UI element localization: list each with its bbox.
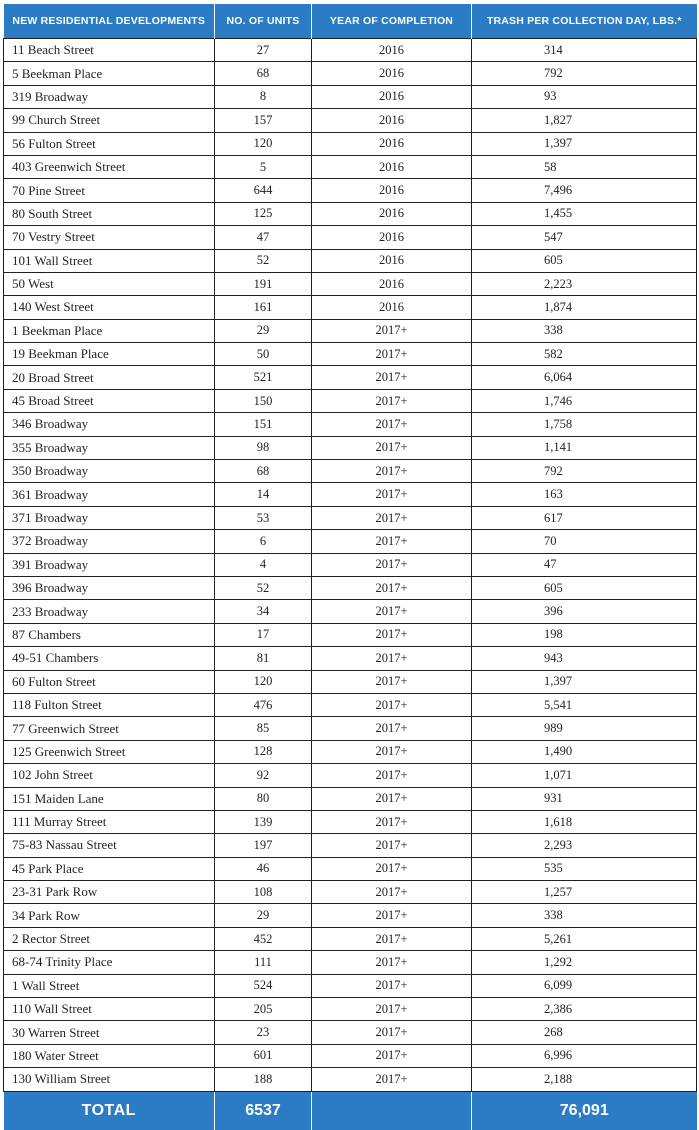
cell-year: 2017+ — [312, 740, 472, 763]
cell-year: 2017+ — [312, 1068, 472, 1091]
total-units: 6537 — [215, 1091, 312, 1130]
cell-trash: 58 — [472, 155, 697, 178]
total-trash: 76,091 — [472, 1091, 697, 1130]
cell-units: 52 — [215, 576, 312, 599]
cell-trash: 396 — [472, 600, 697, 623]
cell-trash: 163 — [472, 483, 697, 506]
table-header — [4, 4, 697, 39]
cell-trash: 6,099 — [472, 974, 697, 997]
table-row — [4, 62, 697, 85]
header-row — [4, 4, 697, 39]
cell-trash: 93 — [472, 85, 697, 108]
cell-development: 23-31 Park Row — [4, 881, 215, 904]
cell-units: 205 — [215, 998, 312, 1021]
cell-year: 2017+ — [312, 343, 472, 366]
cell-development: 87 Chambers — [4, 623, 215, 646]
cell-units: 34 — [215, 600, 312, 623]
cell-year: 2016 — [312, 39, 472, 62]
cell-units: 139 — [215, 810, 312, 833]
cell-development: 151 Maiden Lane — [4, 787, 215, 810]
cell-units: 23 — [215, 1021, 312, 1044]
cell-year: 2017+ — [312, 366, 472, 389]
cell-units: 29 — [215, 904, 312, 927]
new-residential-developments-table — [3, 4, 697, 1130]
cell-trash: 582 — [472, 343, 697, 366]
cell-trash: 1,874 — [472, 296, 697, 319]
cell-year: 2017+ — [312, 647, 472, 670]
table-row — [4, 623, 697, 646]
cell-development: 233 Broadway — [4, 600, 215, 623]
cell-trash: 338 — [472, 904, 697, 927]
cell-units: 188 — [215, 1068, 312, 1091]
cell-development: 102 John Street — [4, 764, 215, 787]
cell-year: 2017+ — [312, 319, 472, 342]
table-row — [4, 904, 697, 927]
table-row — [4, 787, 697, 810]
cell-development: 45 Park Place — [4, 857, 215, 880]
cell-trash: 989 — [472, 717, 697, 740]
cell-year: 2017+ — [312, 623, 472, 646]
cell-trash: 2,188 — [472, 1068, 697, 1091]
cell-trash: 617 — [472, 506, 697, 529]
cell-units: 524 — [215, 974, 312, 997]
cell-development: 49-51 Chambers — [4, 647, 215, 670]
table-body — [4, 39, 697, 1092]
table-row — [4, 1044, 697, 1067]
cell-trash: 5,261 — [472, 927, 697, 950]
cell-trash: 2,293 — [472, 834, 697, 857]
cell-trash: 314 — [472, 39, 697, 62]
table-row — [4, 179, 697, 202]
cell-development: 403 Greenwich Street — [4, 155, 215, 178]
cell-trash: 1,618 — [472, 810, 697, 833]
cell-development: 118 Fulton Street — [4, 693, 215, 716]
cell-trash: 605 — [472, 576, 697, 599]
cell-year: 2017+ — [312, 436, 472, 459]
cell-year: 2017+ — [312, 717, 472, 740]
cell-development: 75-83 Nassau Street — [4, 834, 215, 857]
table-row — [4, 810, 697, 833]
cell-units: 85 — [215, 717, 312, 740]
table-row — [4, 740, 697, 763]
cell-trash: 931 — [472, 787, 697, 810]
cell-development: 346 Broadway — [4, 413, 215, 436]
cell-development: 372 Broadway — [4, 530, 215, 553]
cell-development: 101 Wall Street — [4, 249, 215, 272]
table-footer — [4, 1091, 697, 1130]
cell-development: 11 Beach Street — [4, 39, 215, 62]
table-row — [4, 202, 697, 225]
cell-units: 601 — [215, 1044, 312, 1067]
cell-units: 81 — [215, 647, 312, 670]
cell-units: 125 — [215, 202, 312, 225]
table-row — [4, 296, 697, 319]
table-row — [4, 413, 697, 436]
cell-development: 110 Wall Street — [4, 998, 215, 1021]
cell-year: 2017+ — [312, 389, 472, 412]
cell-year: 2017+ — [312, 530, 472, 553]
cell-year: 2016 — [312, 109, 472, 132]
table-row — [4, 834, 697, 857]
table-row — [4, 319, 697, 342]
cell-units: 52 — [215, 249, 312, 272]
table-row — [4, 389, 697, 412]
cell-units: 6 — [215, 530, 312, 553]
cell-units: 157 — [215, 109, 312, 132]
cell-units: 452 — [215, 927, 312, 950]
cell-development: 99 Church Street — [4, 109, 215, 132]
cell-year: 2017+ — [312, 810, 472, 833]
cell-units: 161 — [215, 296, 312, 319]
table-row — [4, 881, 697, 904]
cell-trash: 70 — [472, 530, 697, 553]
cell-year: 2017+ — [312, 998, 472, 1021]
table-row — [4, 1068, 697, 1091]
cell-year: 2017+ — [312, 834, 472, 857]
table-row — [4, 974, 697, 997]
cell-year: 2016 — [312, 155, 472, 178]
cell-units: 14 — [215, 483, 312, 506]
cell-trash: 792 — [472, 460, 697, 483]
cell-year: 2017+ — [312, 904, 472, 927]
cell-trash: 2,386 — [472, 998, 697, 1021]
cell-trash: 1,397 — [472, 670, 697, 693]
cell-year: 2016 — [312, 249, 472, 272]
cell-trash: 1,746 — [472, 389, 697, 412]
cell-year: 2016 — [312, 202, 472, 225]
cell-development: 77 Greenwich Street — [4, 717, 215, 740]
table-row — [4, 155, 697, 178]
cell-year: 2017+ — [312, 670, 472, 693]
cell-trash: 535 — [472, 857, 697, 880]
cell-units: 521 — [215, 366, 312, 389]
cell-trash: 1,455 — [472, 202, 697, 225]
cell-units: 150 — [215, 389, 312, 412]
cell-trash: 1,257 — [472, 881, 697, 904]
cell-year: 2017+ — [312, 413, 472, 436]
cell-year: 2017+ — [312, 764, 472, 787]
cell-development: 34 Park Row — [4, 904, 215, 927]
cell-units: 151 — [215, 413, 312, 436]
cell-trash: 2,223 — [472, 272, 697, 295]
cell-year: 2017+ — [312, 600, 472, 623]
cell-year: 2016 — [312, 179, 472, 202]
table-row — [4, 39, 697, 62]
table-row — [4, 764, 697, 787]
cell-year: 2017+ — [312, 881, 472, 904]
cell-year: 2017+ — [312, 460, 472, 483]
cell-development: 391 Broadway — [4, 553, 215, 576]
cell-trash: 547 — [472, 226, 697, 249]
cell-trash: 605 — [472, 249, 697, 272]
cell-units: 50 — [215, 343, 312, 366]
cell-trash: 338 — [472, 319, 697, 342]
cell-trash: 6,996 — [472, 1044, 697, 1067]
table-row — [4, 530, 697, 553]
cell-units: 4 — [215, 553, 312, 576]
cell-units: 92 — [215, 764, 312, 787]
cell-year: 2016 — [312, 132, 472, 155]
table-row — [4, 460, 697, 483]
cell-development: 111 Murray Street — [4, 810, 215, 833]
cell-trash: 1,758 — [472, 413, 697, 436]
cell-year: 2017+ — [312, 787, 472, 810]
table-row — [4, 951, 697, 974]
column-header-trash: TRASH PER COLLECTION DAY, LBS.* — [472, 4, 697, 39]
cell-units: 476 — [215, 693, 312, 716]
cell-development: 19 Beekman Place — [4, 343, 215, 366]
cell-year: 2017+ — [312, 1021, 472, 1044]
table-row — [4, 506, 697, 529]
column-header-units: NO. OF UNITS — [215, 4, 312, 39]
cell-year: 2017+ — [312, 483, 472, 506]
table-row — [4, 1021, 697, 1044]
cell-development: 361 Broadway — [4, 483, 215, 506]
table-row — [4, 670, 697, 693]
cell-units: 111 — [215, 951, 312, 974]
cell-units: 68 — [215, 460, 312, 483]
table-row — [4, 600, 697, 623]
cell-development: 125 Greenwich Street — [4, 740, 215, 763]
table-row — [4, 272, 697, 295]
cell-development: 56 Fulton Street — [4, 132, 215, 155]
cell-trash: 268 — [472, 1021, 697, 1044]
table-row — [4, 927, 697, 950]
table-row — [4, 576, 697, 599]
cell-units: 46 — [215, 857, 312, 880]
cell-year: 2017+ — [312, 693, 472, 716]
cell-development: 140 West Street — [4, 296, 215, 319]
cell-development: 180 Water Street — [4, 1044, 215, 1067]
cell-units: 644 — [215, 179, 312, 202]
table-row — [4, 109, 697, 132]
cell-year: 2017+ — [312, 927, 472, 950]
cell-trash: 1,292 — [472, 951, 697, 974]
cell-development: 1 Wall Street — [4, 974, 215, 997]
cell-units: 68 — [215, 62, 312, 85]
cell-trash: 198 — [472, 623, 697, 646]
cell-development: 60 Fulton Street — [4, 670, 215, 693]
column-header-year: YEAR OF COMPLETION — [312, 4, 472, 39]
cell-year: 2016 — [312, 62, 472, 85]
table-row — [4, 226, 697, 249]
table-row — [4, 717, 697, 740]
table-row — [4, 647, 697, 670]
cell-trash: 47 — [472, 553, 697, 576]
cell-development: 396 Broadway — [4, 576, 215, 599]
table-row — [4, 249, 697, 272]
total-row — [4, 1091, 697, 1130]
table-row — [4, 483, 697, 506]
cell-units: 47 — [215, 226, 312, 249]
cell-development: 70 Vestry Street — [4, 226, 215, 249]
table-row — [4, 436, 697, 459]
cell-development: 319 Broadway — [4, 85, 215, 108]
cell-year: 2017+ — [312, 1044, 472, 1067]
cell-trash: 5,541 — [472, 693, 697, 716]
cell-trash: 1,490 — [472, 740, 697, 763]
cell-year: 2017+ — [312, 576, 472, 599]
cell-units: 5 — [215, 155, 312, 178]
cell-units: 191 — [215, 272, 312, 295]
cell-trash: 1,071 — [472, 764, 697, 787]
cell-units: 80 — [215, 787, 312, 810]
table-row — [4, 132, 697, 155]
cell-trash: 7,496 — [472, 179, 697, 202]
cell-units: 8 — [215, 85, 312, 108]
cell-year: 2017+ — [312, 974, 472, 997]
cell-units: 197 — [215, 834, 312, 857]
cell-units: 27 — [215, 39, 312, 62]
table-row — [4, 998, 697, 1021]
cell-year: 2016 — [312, 85, 472, 108]
cell-year: 2017+ — [312, 857, 472, 880]
cell-units: 128 — [215, 740, 312, 763]
cell-units: 108 — [215, 881, 312, 904]
cell-year: 2016 — [312, 272, 472, 295]
cell-development: 70 Pine Street — [4, 179, 215, 202]
cell-development: 350 Broadway — [4, 460, 215, 483]
cell-year: 2017+ — [312, 553, 472, 576]
cell-year: 2016 — [312, 226, 472, 249]
cell-units: 29 — [215, 319, 312, 342]
cell-development: 1 Beekman Place — [4, 319, 215, 342]
cell-trash: 1,827 — [472, 109, 697, 132]
table-row — [4, 553, 697, 576]
cell-trash: 943 — [472, 647, 697, 670]
cell-units: 17 — [215, 623, 312, 646]
cell-year: 2017+ — [312, 506, 472, 529]
total-year — [312, 1091, 472, 1130]
column-header-development: NEW RESIDENTIAL DEVELOPMENTS — [4, 4, 215, 39]
table-row — [4, 85, 697, 108]
total-label: TOTAL — [4, 1091, 215, 1130]
cell-development: 30 Warren Street — [4, 1021, 215, 1044]
cell-units: 120 — [215, 132, 312, 155]
cell-units: 53 — [215, 506, 312, 529]
cell-development: 80 South Street — [4, 202, 215, 225]
cell-development: 5 Beekman Place — [4, 62, 215, 85]
table-row — [4, 343, 697, 366]
cell-development: 371 Broadway — [4, 506, 215, 529]
cell-trash: 6,064 — [472, 366, 697, 389]
table-row — [4, 693, 697, 716]
cell-trash: 792 — [472, 62, 697, 85]
cell-development: 130 William Street — [4, 1068, 215, 1091]
cell-development: 2 Rector Street — [4, 927, 215, 950]
cell-development: 20 Broad Street — [4, 366, 215, 389]
table-row — [4, 366, 697, 389]
cell-development: 50 West — [4, 272, 215, 295]
cell-development: 68-74 Trinity Place — [4, 951, 215, 974]
cell-trash: 1,397 — [472, 132, 697, 155]
table-row — [4, 857, 697, 880]
cell-development: 355 Broadway — [4, 436, 215, 459]
cell-year: 2017+ — [312, 951, 472, 974]
cell-trash: 1,141 — [472, 436, 697, 459]
cell-development: 45 Broad Street — [4, 389, 215, 412]
cell-year: 2016 — [312, 296, 472, 319]
cell-units: 120 — [215, 670, 312, 693]
cell-units: 98 — [215, 436, 312, 459]
